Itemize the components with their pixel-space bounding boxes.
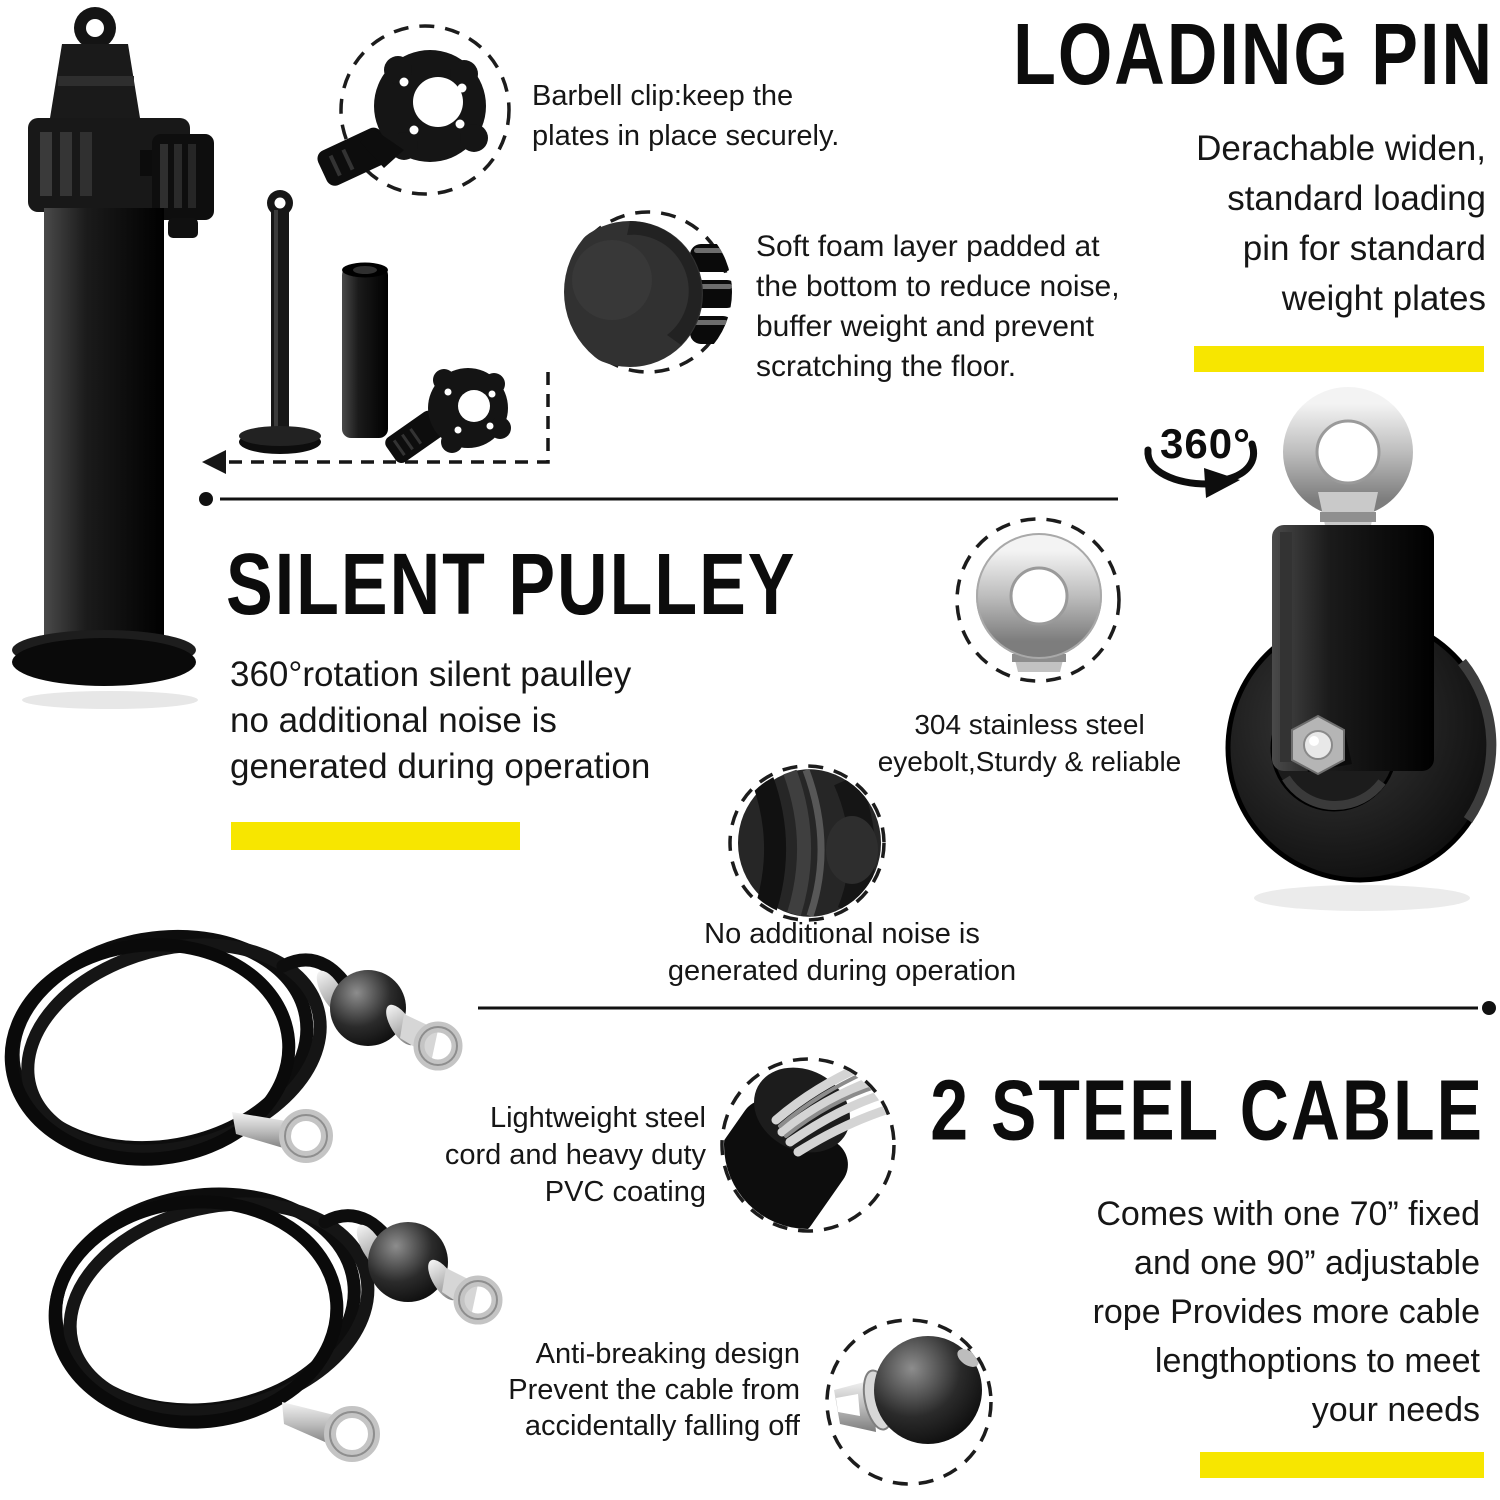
rotation-360-label: 360°: [1160, 420, 1251, 467]
text-line: Lightweight steel: [489, 1102, 706, 1134]
section-divider-bottom: [478, 1001, 1496, 1015]
pulley-image: [1228, 404, 1492, 911]
steel-cable-accent-bar: [1200, 1452, 1484, 1478]
text-line: 360°rotation silent paulley: [230, 655, 632, 694]
text-line: No additional noise is: [704, 918, 980, 950]
steel-cable-title: 2 STEEL CABLE: [930, 1063, 1484, 1159]
soft-foam-caption: [756, 227, 1120, 387]
text-line: and one 90” adjustable: [1134, 1244, 1480, 1282]
text-line: scratching the floor.: [756, 350, 1017, 383]
text-line: 304 stainless steel: [914, 709, 1145, 740]
text-line: rope Provides more cable: [1092, 1293, 1480, 1331]
small-pin-image: [239, 190, 321, 454]
text-line: eyebolt,Sturdy & reliable: [877, 746, 1182, 777]
text-line: weight plates: [1281, 279, 1486, 318]
section-divider-top: [199, 492, 1118, 506]
text-line: generated during operation: [667, 955, 1017, 987]
text-line: Comes with one 70” fixed: [1096, 1195, 1480, 1233]
text-line: buffer weight and prevent: [756, 310, 1095, 343]
text-line: generated during operation: [230, 747, 651, 786]
text-line: pin for standard: [1242, 229, 1486, 268]
silent-pulley-description: [230, 652, 650, 790]
text-line: Anti-breaking design: [535, 1338, 800, 1370]
steel-cable-description: [1093, 1190, 1480, 1435]
text-line: plates in place securely.: [532, 120, 840, 152]
ball-stopper-callout-circle-icon: [827, 1320, 991, 1484]
text-line: Soft foam layer padded at: [756, 230, 1100, 263]
barbell-clip-callout-circle-icon: [315, 26, 509, 194]
no-noise-caption: [652, 916, 1032, 990]
foam-pad-callout-circle-icon: [557, 212, 738, 372]
loading-pin-title: LOADING PIN: [1013, 5, 1494, 103]
loading-pin-accent-bar: [1194, 346, 1484, 372]
loading-pin-description: [1196, 124, 1486, 324]
steel-cable-1-image: [0, 914, 457, 1182]
text-line: Derachable widen,: [1196, 129, 1486, 168]
anti-breaking-caption: [505, 1336, 800, 1444]
eyebolt-callout-circle-icon: [957, 519, 1119, 681]
text-line: PVC coating: [544, 1176, 706, 1208]
text-line: Barbell clip:keep the: [532, 80, 794, 112]
silent-pulley-accent-bar: [231, 822, 520, 850]
text-line: accidentally falling off: [524, 1410, 800, 1442]
text-line: no additional noise is: [230, 701, 557, 740]
steel-cable-2-image: [42, 1175, 497, 1456]
barbell-clamp-image: [382, 368, 511, 466]
cable-cross-section-callout-circle-icon: [698, 1051, 894, 1246]
lightweight-caption: [418, 1100, 706, 1211]
sleeve-tube-image: [342, 263, 388, 439]
loading-pin-image: [12, 7, 214, 709]
text-line: cord and heavy duty: [444, 1139, 706, 1171]
text-line: Prevent the cable from: [508, 1374, 800, 1406]
barbell-clip-caption: [532, 76, 839, 156]
eyebolt-caption: [872, 706, 1187, 780]
silent-pulley-title: SILENT PULLEY: [226, 535, 797, 633]
pulley-groove-callout-circle-icon: [730, 766, 886, 920]
text-line: standard loading: [1227, 179, 1486, 218]
text-line: the bottom to reduce noise,: [756, 270, 1120, 303]
text-line: your needs: [1311, 1391, 1480, 1429]
text-line: lengthoptions to meet: [1154, 1342, 1480, 1380]
